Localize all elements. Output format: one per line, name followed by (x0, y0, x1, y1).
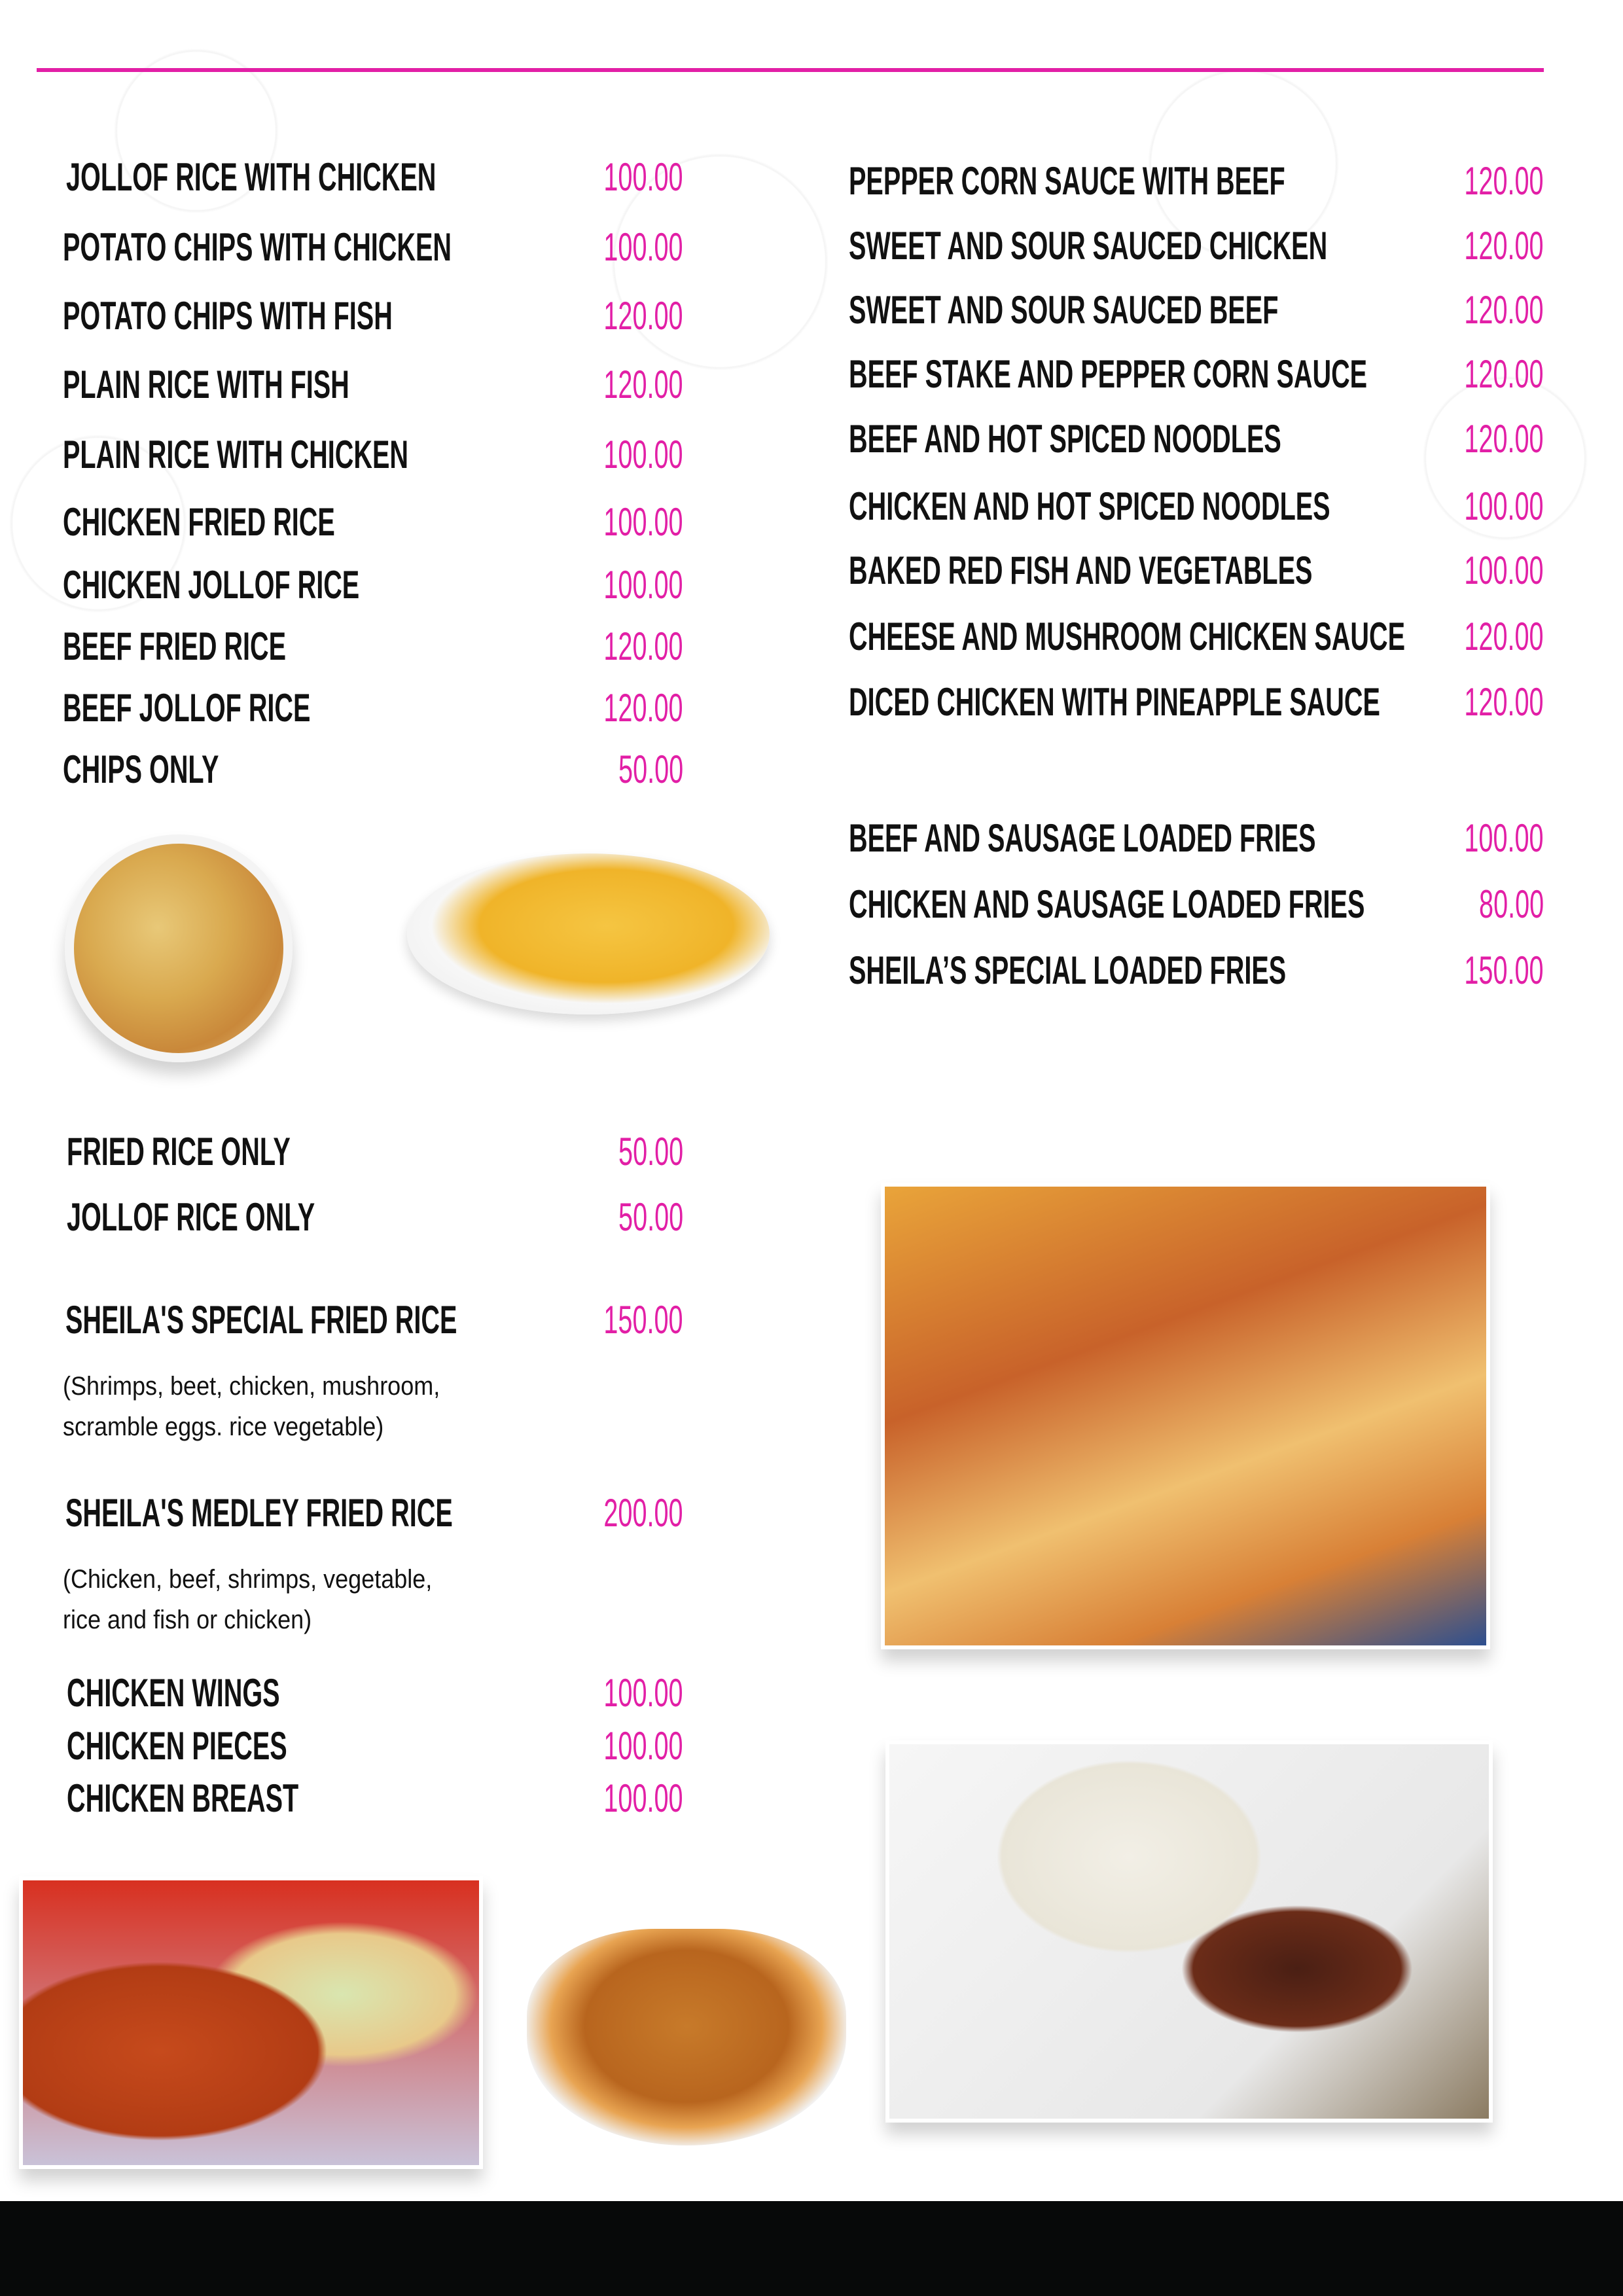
menu-item-price: 120.00 (1464, 159, 1544, 203)
menu-item-name: BEEF STAKE AND PEPPER CORN SAUCE (849, 352, 1368, 396)
menu-item-name: PLAIN RICE WITH FISH (63, 363, 349, 406)
menu-item-name: CHEESE AND MUSHROOM CHICKEN SAUCE (849, 615, 1405, 658)
menu-item-name: BEEF AND SAUSAGE LOADED FRIES (849, 816, 1316, 860)
menu-item-price: 50.00 (618, 1130, 683, 1174)
fried-chicken-image (527, 1929, 846, 2145)
menu-item-name: BEEF AND HOT SPICED NOODLES (849, 417, 1281, 461)
menu-item-name: CHICKEN BREAST (67, 1776, 299, 1820)
menu-item-price: 120.00 (1464, 224, 1544, 268)
menu-item-price: 120.00 (1464, 615, 1544, 658)
menu-item-name: CHICKEN PIECES (67, 1724, 287, 1768)
menu-item-name: BEEF FRIED RICE (63, 624, 287, 668)
menu-item-name: JOLLOF RICE WITH CHICKEN (66, 155, 437, 199)
menu-item-price: 120.00 (603, 363, 683, 406)
menu-item-price: 150.00 (603, 1298, 683, 1342)
menu-item-name: CHICKEN AND SAUSAGE LOADED FRIES (849, 882, 1365, 926)
fried-rice-plate-image (65, 834, 293, 1062)
menu-item-price: 80.00 (1478, 882, 1544, 926)
menu-item-name: POTATO CHIPS WITH FISH (63, 294, 393, 338)
menu-item-name: SHEILA'S MEDLEY FRIED RICE (65, 1491, 453, 1535)
menu-item-name: BAKED RED FISH AND VEGETABLES (849, 548, 1313, 592)
menu-item-name: BEEF JOLLOF RICE (63, 686, 311, 730)
background-pattern (0, 0, 1623, 724)
menu-item-description: rice and fish or chicken) (63, 1605, 312, 1634)
menu-item-price: 120.00 (603, 294, 683, 338)
menu-item-name: CHICKEN JOLLOF RICE (63, 563, 360, 607)
menu-item-price: 100.00 (603, 155, 683, 199)
menu-item-name: SHEILA'S SPECIAL FRIED RICE (65, 1298, 457, 1342)
menu-item-name: FRIED RICE ONLY (67, 1130, 291, 1174)
french-fries-plate-image (407, 853, 770, 1014)
menu-item-name: CHIPS ONLY (63, 747, 219, 791)
menu-item-price: 120.00 (1464, 417, 1544, 461)
menu-item-price: 120.00 (1464, 352, 1544, 396)
menu-item-price: 150.00 (1464, 948, 1544, 992)
menu-item-price: 50.00 (618, 1195, 683, 1239)
menu-item-name: JOLLOF RICE ONLY (67, 1195, 315, 1239)
menu-item-name: SWEET AND SOUR SAUCED CHICKEN (849, 224, 1328, 268)
menu-item-name: CHICKEN WINGS (67, 1671, 280, 1715)
loaded-fries-image (881, 1183, 1490, 1649)
menu-item-price: 100.00 (1464, 816, 1544, 860)
menu-item-price: 100.00 (603, 1671, 683, 1715)
menu-item-name: CHICKEN AND HOT SPICED NOODLES (849, 484, 1330, 528)
menu-item-price: 100.00 (1464, 484, 1544, 528)
menu-item-description: (Chicken, beef, shrimps, vegetable, (63, 1565, 433, 1594)
menu-item-name: PLAIN RICE WITH CHICKEN (63, 433, 408, 476)
menu-item-price: 100.00 (603, 433, 683, 476)
jollof-rice-image (19, 1876, 483, 2169)
menu-item-price: 120.00 (1464, 288, 1544, 332)
menu-item-name: CHICKEN FRIED RICE (63, 500, 335, 544)
menu-item-description: scramble eggs. rice vegetable) (63, 1412, 384, 1441)
menu-item-price: 120.00 (1464, 680, 1544, 724)
rice-and-beef-image (885, 1740, 1493, 2123)
menu-item-price: 50.00 (618, 747, 683, 791)
menu-item-name: PEPPER CORN SAUCE WITH BEEF (849, 159, 1285, 203)
menu-item-price: 100.00 (603, 225, 683, 269)
menu-item-name: SWEET AND SOUR SAUCED BEEF (849, 288, 1279, 332)
menu-item-price: 100.00 (603, 500, 683, 544)
menu-item-price: 120.00 (603, 686, 683, 730)
top-divider (37, 68, 1544, 72)
menu-item-description: (Shrimps, beet, chicken, mushroom, (63, 1372, 440, 1401)
menu-item-price: 100.00 (603, 1776, 683, 1820)
menu-item-price: 120.00 (603, 624, 683, 668)
menu-item-name: SHEILA’S SPECIAL LOADED FRIES (849, 948, 1287, 992)
menu-item-price: 100.00 (1464, 548, 1544, 592)
menu-item-price: 100.00 (603, 563, 683, 607)
menu-item-name: POTATO CHIPS WITH CHICKEN (63, 225, 452, 269)
menu-item-name: DICED CHICKEN WITH PINEAPPLE SAUCE (849, 680, 1380, 724)
footer-bar (0, 2201, 1623, 2296)
menu-item-price: 100.00 (603, 1724, 683, 1768)
menu-item-price: 200.00 (603, 1491, 683, 1535)
